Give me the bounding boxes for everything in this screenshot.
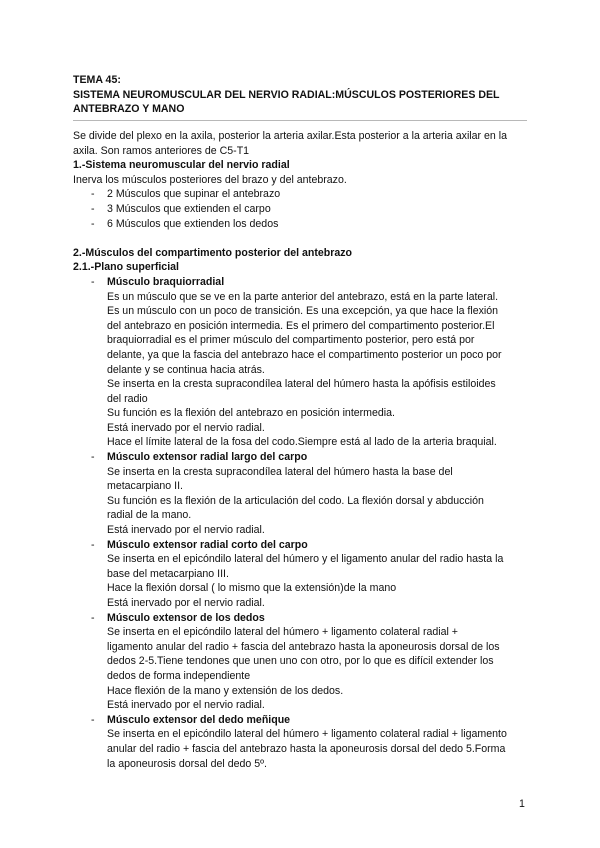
muscle-description-line: Su función es la flexión del antebrazo en posición intermedia. [107, 407, 395, 420]
muscle-description-line: braquiorradial es el primer músculo del compartimento posterior, pero está por [107, 334, 475, 347]
section-1-list [73, 187, 533, 231]
muscle-list [73, 275, 533, 771]
muscle-description-line: Hace la flexión dorsal ( lo mismo que la extensión)de la mano [107, 582, 397, 595]
document-title [73, 73, 533, 117]
muscle-description-line: base del metacarpiano III. [107, 567, 229, 580]
section-1-text: Inerva los músculos posteriores del brazo y del antebrazo. [73, 173, 347, 186]
muscle-description-line: Está inervado por el nervio radial. [107, 524, 265, 537]
muscle-description-line: delante, ya que la fascia del antebrazo hace el compartimento posterior un poco por [107, 348, 502, 361]
muscle-entry [73, 713, 533, 771]
title-line-2: SISTEMA NEUROMUSCULAR DEL NERVIO RADIAL:MÚSCULOS POSTERIORES DEL [73, 88, 500, 101]
muscle-description-line: del radio [107, 392, 148, 405]
muscle-description-line: Se inserta en el epicóndilo lateral del húmero y el ligamento anular del radio hasta la [107, 553, 504, 566]
intro-line-2: axila. Son ramos anteriores de C5-T1 [73, 144, 250, 157]
muscle-description-line: Hace el límite lateral de la fosa del codo.Siempre está al lado de la arteria braquial. [107, 436, 497, 449]
muscle-description-line: metacarpiano II. [107, 480, 183, 493]
section-1-heading: 1.-Sistema neuromuscular del nervio radial [73, 159, 290, 172]
intro-line-1: Se divide del plexo en la axila, posterior la arteria axilar.Esta posterior a la arteria axilar en la [73, 130, 507, 142]
muscle-entry [73, 450, 533, 538]
list-dash: - [91, 538, 95, 551]
muscle-description-line: Está inervado por el nervio radial. [107, 421, 265, 434]
list-item: - 3 Músculos que extienden el carpo [73, 202, 533, 217]
muscle-name: Músculo extensor radial largo del carpo [107, 451, 308, 464]
list-dash: - [91, 611, 95, 624]
muscle-description-line: Es un músculo que se ve en la parte anterior del antebrazo, está en la parte lateral. [107, 290, 499, 303]
muscle-description-line: Está inervado por el nervio radial. [107, 597, 265, 609]
muscle-description-line: Está inervado por el nervio radial. [107, 699, 265, 712]
list-dash: - [91, 451, 95, 464]
section-2-1-subheading: 2.1.-Plano superficial [73, 261, 179, 274]
title-line-3: ANTEBRAZO Y MANO [73, 103, 185, 116]
muscle-description-line: del antebrazo en posición intermedia. Es el primero del compartimento posterior.El [107, 319, 495, 332]
muscle-name: Músculo extensor radial corto del carpo [107, 538, 308, 551]
muscle-entry [73, 538, 533, 611]
muscle-description-line: la aponeurosis dorsal del dedo 5º. [107, 757, 267, 770]
muscle-name: Músculo braquiorradial [107, 275, 225, 288]
list-item: - 6 Músculos que extienden los dedos [73, 217, 533, 232]
muscle-description-line: Se inserta en el epicóndilo lateral del húmero + ligamento colateral radial + [107, 626, 458, 639]
page-number: 1 [519, 798, 525, 810]
muscle-name: Músculo extensor del dedo meñique [107, 713, 291, 726]
spacer [73, 231, 533, 246]
document-body [73, 129, 533, 771]
muscle-description-line: Es un músculo con un poco de transición. Es una excepción, ya que hace la flexión [107, 305, 499, 318]
title-line-1: TEMA 45: [73, 74, 121, 86]
muscle-description-line: Su función es la flexión de la articulación del codo. La flexión dorsal y abducción [107, 494, 484, 507]
list-dash: - [91, 713, 95, 726]
muscle-description-line: dedos 2-5.Tiene tendones que unen uno con otro, por lo que es difícil extender los [107, 655, 494, 668]
muscle-description-line: Se inserta en el epicóndilo lateral del húmero + ligamento colateral radial + ligamento [107, 728, 507, 741]
muscle-description-line: Se inserta en la cresta supracondílea lateral del húmero hasta la base del [107, 465, 453, 478]
list-dash: - [91, 275, 95, 288]
muscle-description-line: ligamento anular del radio + fascia del antebrazo hasta la aponeurosis dorsal de los [107, 640, 500, 653]
title-divider [73, 120, 527, 121]
section-2-heading: 2.-Músculos del compartimento posterior del antebrazo [73, 246, 353, 259]
muscle-description-line: anular del radio + fascia del antebrazo hasta la aponeurosis dorsal del dedo 5.Forma [107, 742, 506, 755]
muscle-entry [73, 611, 533, 713]
muscle-name: Músculo extensor de los dedos [107, 611, 265, 624]
list-item: - 2 Músculos que supinar el antebrazo [73, 187, 533, 202]
muscle-description-line: radial de la mano. [107, 509, 192, 522]
muscle-description-line: dedos de forma independiente [107, 669, 251, 682]
muscle-description-line: Se inserta en la cresta supracondílea lateral del húmero hasta la apófisis estiloides [107, 378, 496, 391]
muscle-entry [73, 275, 533, 450]
muscle-description-line: Hace flexión de la mano y extensión de los dedos. [107, 684, 344, 697]
muscle-description-line: delante y se continua hacia atrás. [107, 363, 265, 376]
